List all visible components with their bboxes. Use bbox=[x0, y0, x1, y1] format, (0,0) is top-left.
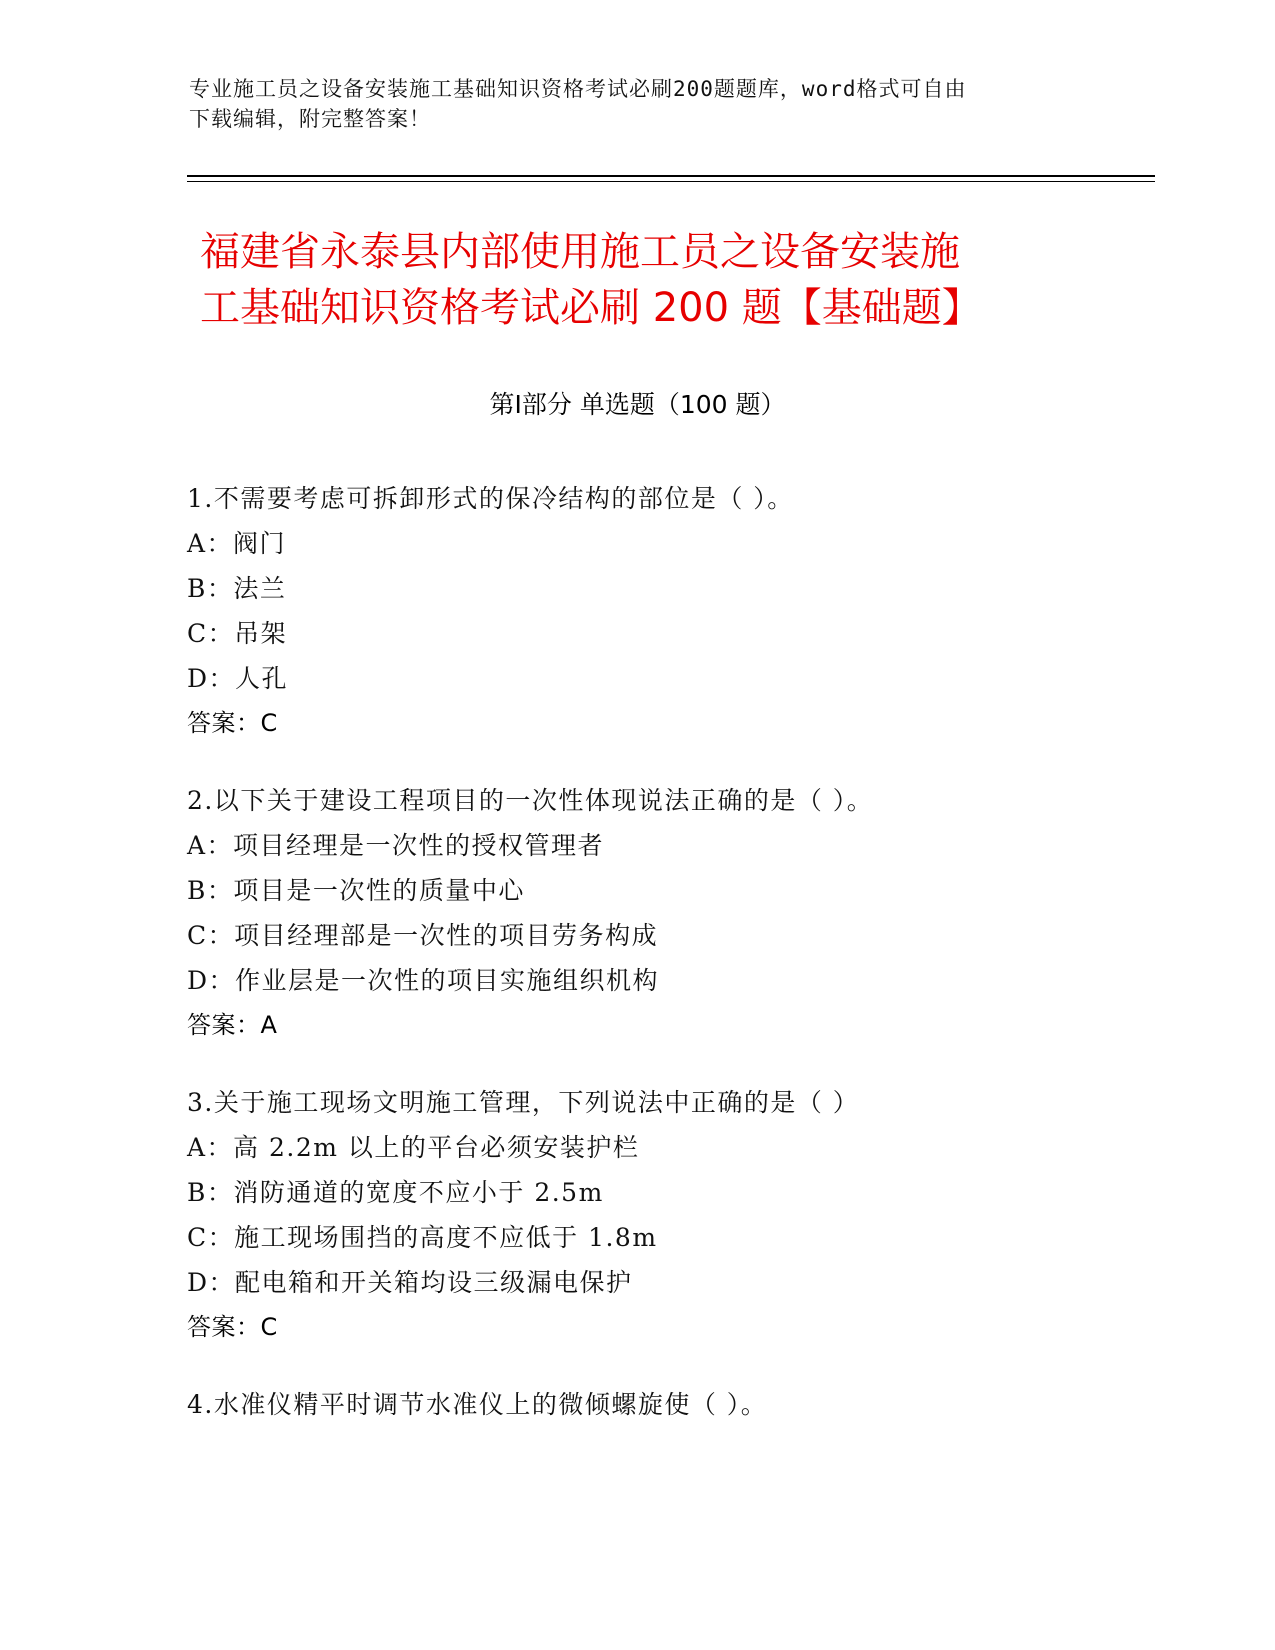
document-title-line-1: 福建省永泰县内部使用施工员之设备安装施 bbox=[200, 229, 960, 275]
option-b: B：消防通道的宽度不应小于 2.5m bbox=[187, 1178, 604, 1207]
answer: 答案：C bbox=[187, 709, 278, 737]
option-b: B：法兰 bbox=[187, 574, 287, 603]
question-4 bbox=[187, 1382, 1147, 1427]
option-d: D：人孔 bbox=[187, 664, 289, 693]
option-a: A：高 2.2m 以上的平台必须安装护栏 bbox=[187, 1133, 640, 1162]
document-title-line-2: 工基础知识资格考试必刷 200 题【基础题】 bbox=[200, 285, 982, 331]
option-c: C：施工现场围挡的高度不应低于 1.8m bbox=[187, 1223, 658, 1252]
question-stem: 1.不需要考虑可拆卸形式的保冷结构的部位是（ ）。 bbox=[187, 484, 794, 513]
document-title bbox=[200, 224, 1100, 336]
header-divider-thick bbox=[187, 175, 1155, 177]
option-a: A：阀门 bbox=[187, 529, 287, 558]
question-stem: 3.关于施工现场文明施工管理，下列说法中正确的是（ ） bbox=[187, 1088, 860, 1117]
question-stem: 4.水准仪精平时调节水准仪上的微倾螺旋使（ ）。 bbox=[187, 1390, 768, 1419]
option-b: B：项目是一次性的质量中心 bbox=[187, 876, 525, 905]
question-2 bbox=[187, 778, 1147, 1048]
question-3 bbox=[187, 1080, 1147, 1350]
question-list bbox=[187, 476, 1147, 1459]
question-stem: 2.以下关于建设工程项目的一次性体现说法正确的是（ ）。 bbox=[187, 786, 874, 815]
header-note bbox=[189, 74, 1089, 134]
option-c: C：项目经理部是一次性的项目劳务构成 bbox=[187, 921, 659, 950]
header-divider-thin bbox=[187, 181, 1155, 182]
option-c: C：吊架 bbox=[187, 619, 288, 648]
option-d: D：配电箱和开关箱均设三级漏电保护 bbox=[187, 1268, 633, 1297]
question-1 bbox=[187, 476, 1147, 746]
header-note-line-1: 专业施工员之设备安装施工基础知识资格考试必刷200题题库，word格式可自由 bbox=[189, 77, 967, 101]
answer: 答案：C bbox=[187, 1313, 278, 1341]
answer: 答案：A bbox=[187, 1011, 278, 1039]
section-title: 第Ⅰ部分 单选题（100 题） bbox=[489, 390, 786, 419]
option-d: D：作业层是一次性的项目实施组织机构 bbox=[187, 966, 660, 995]
option-a: A：项目经理是一次性的授权管理者 bbox=[187, 831, 605, 860]
header-note-line-2: 下载编辑，附完整答案！ bbox=[189, 107, 431, 131]
